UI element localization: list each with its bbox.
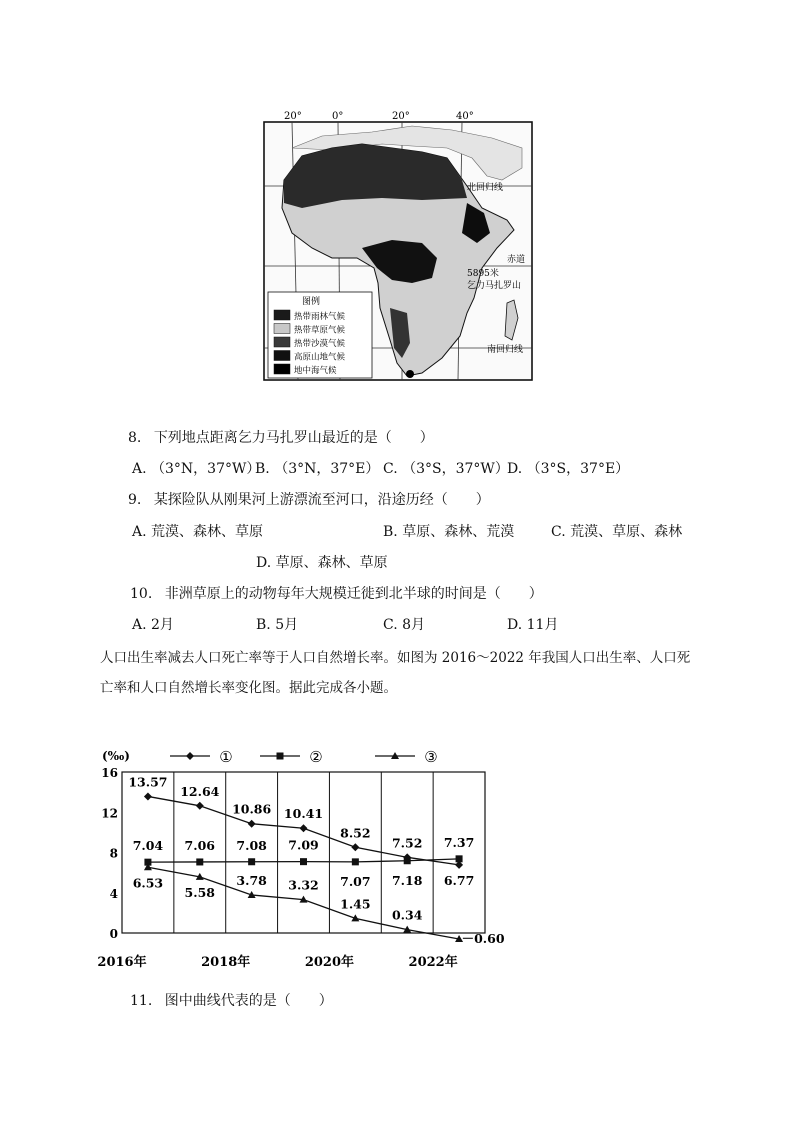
question-stem: 图中曲线代表的是（ ） — [164, 993, 333, 1009]
map-svg — [262, 108, 534, 384]
square-marker — [456, 855, 463, 862]
x-tick-label: 2018年 — [201, 955, 251, 970]
diamond-marker — [300, 824, 308, 832]
square-marker — [196, 858, 203, 865]
option-8a[interactable]: A. （3°N，37°W） — [132, 461, 261, 477]
cape-dot — [406, 370, 414, 378]
data-label: 7.52 — [391, 835, 423, 851]
square-marker — [300, 858, 307, 865]
data-label: 10.41 — [283, 806, 324, 822]
diamond-marker — [186, 752, 194, 760]
option-9d[interactable]: D. 草原、森林、草原 — [256, 555, 388, 571]
lon-label: 0° — [332, 111, 344, 122]
equator-label: 赤道 — [507, 255, 526, 265]
legend-label: 地中海气候 — [294, 366, 337, 376]
x-tick-label: 2020年 — [304, 955, 355, 970]
y-axis-label: (‰) — [102, 749, 130, 763]
option-8b[interactable]: B. （3°N，37°E） — [255, 461, 380, 477]
option-10b[interactable]: B. 5月 — [256, 617, 299, 633]
data-label: 0.34 — [391, 907, 423, 923]
data-label: 7.09 — [288, 837, 319, 853]
question-number: 8. — [128, 430, 142, 446]
legend-swatch — [274, 310, 290, 320]
legend-entry — [375, 748, 438, 766]
option-8c[interactable]: C. （3°S，37°W） — [383, 461, 509, 477]
data-label: 13.57 — [128, 774, 168, 790]
diamond-marker — [144, 792, 152, 800]
data-label: 7.37 — [443, 834, 475, 850]
intro-line-1: 人口出生率减去人口死亡率等于人口自然增长率。如图为 2016～2022 年我国人口出生率、人口死 — [100, 650, 691, 666]
legend-label: 热带沙漠气候 — [294, 339, 346, 349]
data-label: 7.18 — [391, 872, 423, 888]
option-9c[interactable]: C. 荒漠、草原、森林 — [551, 524, 683, 540]
peak-height-label: 5895米 — [467, 269, 499, 279]
data-label: －0.60 — [461, 931, 505, 947]
square-marker — [404, 857, 411, 864]
question-9 — [128, 490, 490, 510]
option-9b[interactable]: B. 草原、森林、荒漠 — [383, 524, 515, 540]
legend-name: ③ — [424, 748, 438, 766]
legend-name: ② — [309, 748, 323, 766]
diamond-marker — [351, 843, 359, 851]
y-tick-label: 8 — [109, 846, 118, 861]
data-label: 7.08 — [236, 837, 267, 853]
question-number: 11. — [130, 993, 153, 1009]
legend-swatch — [274, 337, 290, 347]
data-label: 1.45 — [340, 896, 371, 912]
option-8d[interactable]: D. （3°S，37°E） — [507, 461, 630, 477]
intro-line-2: 亡率和人口自然增长率变化图。据此完成各小题。 — [100, 680, 397, 696]
africa-climate-map — [262, 108, 534, 384]
question-stem: 非洲草原上的动物每年大规模迁徙到北半球的时间是（ ） — [164, 586, 543, 602]
tropic-north-label: 北回归线 — [467, 183, 504, 193]
legend-name: ① — [219, 748, 233, 766]
legend-swatch — [274, 364, 290, 374]
legend-swatch — [274, 351, 290, 361]
legend-items — [274, 310, 346, 376]
legend-swatch — [274, 324, 290, 334]
data-label: 3.78 — [236, 872, 267, 888]
square-marker — [248, 858, 255, 865]
data-label: 6.77 — [443, 872, 475, 888]
y-tick-label: 4 — [109, 886, 118, 901]
question-8 — [128, 428, 434, 448]
data-label: 7.07 — [340, 873, 371, 889]
legend-label: 热带雨林气候 — [294, 312, 346, 322]
question-number: 10. — [130, 586, 153, 602]
chart-svg — [97, 740, 505, 975]
question-number: 9. — [128, 492, 142, 508]
legend-entry — [170, 748, 233, 766]
option-10a[interactable]: A. 2月 — [132, 617, 174, 633]
data-label: 7.04 — [132, 838, 164, 854]
legend-label: 热带草原气候 — [294, 325, 346, 336]
population-chart — [97, 740, 505, 975]
legend-title: 图例 — [302, 297, 321, 307]
data-label: 5.58 — [184, 884, 216, 900]
data-label: 12.64 — [180, 783, 220, 799]
question-stem: 某探险队从刚果河上游漂流至河口，沿途历经（ ） — [153, 492, 490, 508]
lon-label: 20° — [392, 111, 410, 122]
question-10 — [130, 584, 543, 604]
tropic-south-label: 南回归线 — [487, 345, 524, 355]
data-label: 8.52 — [340, 825, 371, 841]
series-1 — [128, 774, 474, 887]
diamond-marker — [196, 802, 204, 810]
square-marker — [352, 858, 359, 865]
x-tick-label: 2022年 — [408, 955, 458, 970]
square-marker — [277, 753, 284, 760]
data-label: 3.32 — [288, 877, 319, 893]
data-label: 7.06 — [184, 837, 216, 853]
question-stem: 下列地点距离乞力马扎罗山最近的是（ ） — [153, 430, 434, 446]
legend-entry — [260, 748, 323, 766]
option-10c[interactable]: C. 8月 — [383, 617, 426, 633]
question-11 — [130, 991, 333, 1011]
x-tick-label: 2016年 — [97, 955, 147, 970]
lon-label: 40° — [456, 111, 474, 122]
peak-name-label: 乞力马扎罗山 — [467, 281, 522, 291]
lon-label: 20° — [284, 111, 302, 122]
option-10d[interactable]: D. 11月 — [507, 617, 559, 633]
option-9a[interactable]: A. 荒漠、森林、草原 — [132, 524, 264, 540]
diamond-marker — [248, 820, 256, 828]
legend-label: 高原山地气候 — [294, 352, 346, 363]
data-label: 10.86 — [232, 801, 272, 817]
y-tick-label: 0 — [109, 927, 118, 941]
data-label: 6.53 — [132, 875, 164, 891]
y-tick-label: 12 — [101, 806, 118, 821]
y-tick-label: 16 — [101, 766, 118, 780]
